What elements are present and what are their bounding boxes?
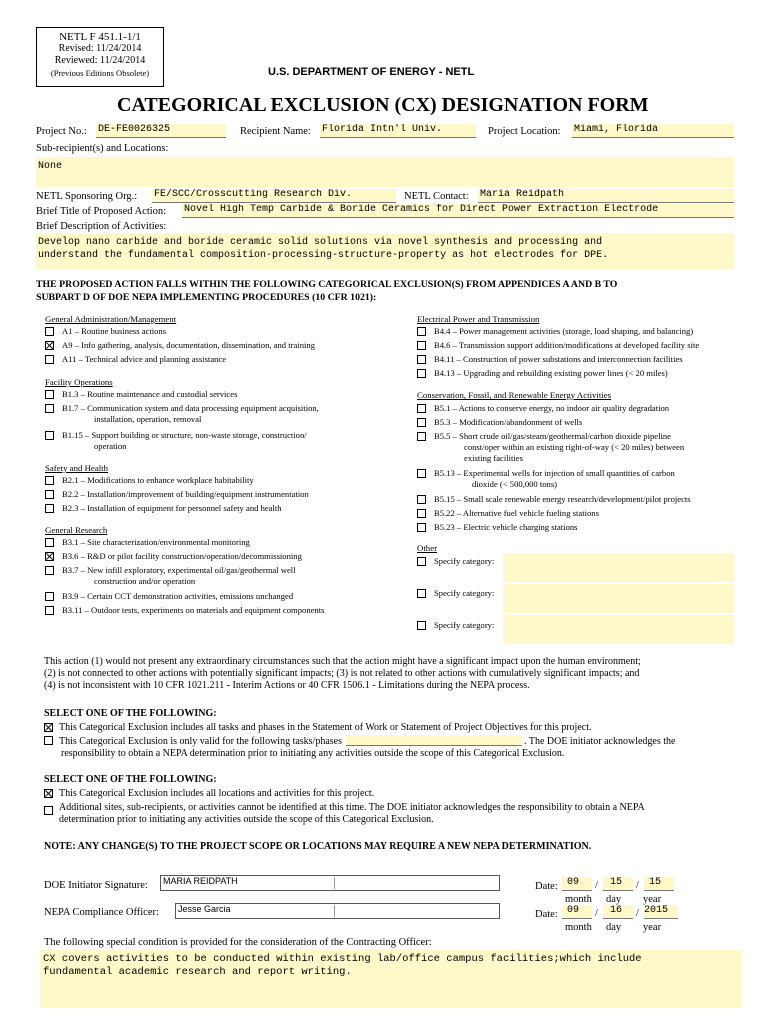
statement-paragraph <box>44 656 744 692</box>
specify-category-field-1[interactable] <box>503 553 734 582</box>
date2-slash-1: / <box>595 908 598 919</box>
specify-category-label-3: Specify category: <box>434 620 495 630</box>
cx-b115-line-1: B1.15 – Support building or structure, non-waste storage, construction/ <box>62 430 307 440</box>
initiator-signature-stamp <box>334 877 494 889</box>
cx-b55-line-3: existing facilities <box>464 453 523 463</box>
special-condition-line-1: CX covers activities to be conducted within existing lab/office campus facilities;which include <box>43 953 642 965</box>
checkbox-b513[interactable] <box>417 469 426 478</box>
cx-b21[interactable] <box>45 475 254 486</box>
date1-month-field[interactable]: 09 <box>562 877 592 891</box>
cx-b51-label: B5.1 – Actions to conserve energy, no indoor air quality degradation <box>434 403 670 413</box>
cx-b413[interactable] <box>417 368 668 379</box>
date1-year-field[interactable]: 15 <box>644 877 674 891</box>
cx-b22-label: B2.2 – Installation/improvement of building/equipment instrumentation <box>62 489 309 499</box>
obsolete-note: (Previous Editions Obsolete) <box>50 68 150 78</box>
section-facility-ops: Facility Operations <box>45 377 113 387</box>
date2-month-field[interactable]: 09 <box>562 905 592 919</box>
reviewed-date: Reviewed: 11/24/2014 <box>54 55 146 66</box>
cx-b515-label: B5.15 – Small scale renewable energy research/development/pilot projects <box>434 494 691 504</box>
location-additional-line-2: determination prior to initiating any activities outside the scope of this Categorical Exclusion. <box>59 814 434 825</box>
checkbox-b413[interactable] <box>417 369 426 378</box>
cx-other-2[interactable] <box>417 588 494 599</box>
checkbox-location-additional[interactable] <box>44 806 53 815</box>
cx-b13-label: B1.3 – Routine maintenance and custodial services <box>62 389 238 399</box>
checkbox-b13[interactable] <box>45 390 54 399</box>
date-label-1: Date: <box>535 881 558 892</box>
brief-title-field[interactable]: Novel High Temp Carbide & Boride Ceramics for Direct Power Extraction Electrode <box>182 204 734 218</box>
contact-label: NETL Contact: <box>404 191 469 202</box>
cx-b55-line-2: const/oper within an existing right-of-way (< 20 miles) between <box>464 442 685 452</box>
cx-b39[interactable] <box>45 591 293 602</box>
activities-field[interactable] <box>36 233 734 269</box>
initiator-signature-label: DOE Initiator Signature: <box>44 880 148 891</box>
scope-option-partial[interactable] <box>44 735 675 748</box>
officer-signature-label: NEPA Compliance Officer: <box>44 907 159 918</box>
proposed-heading-line-1: THE PROPOSED ACTION FALLS WITHIN THE FOLLOWING CATEGORICAL EXCLUSION(S) FROM APPENDICES A AND B TO <box>36 279 618 290</box>
checkbox-b46[interactable] <box>417 341 426 350</box>
specify-category-field-2[interactable] <box>503 584 734 613</box>
scope-option-partial-label <box>59 735 675 748</box>
cx-b13[interactable] <box>45 389 237 400</box>
section-other: Other <box>417 543 438 553</box>
cx-b522[interactable] <box>417 508 599 519</box>
officer-signature: Jesse Garcia <box>178 904 231 914</box>
section-safety-health: Safety and Health <box>45 463 109 473</box>
date2-slash-2: / <box>636 908 639 919</box>
cx-b21-label: B2.1 – Modifications to enhance workplace habitability <box>62 475 254 485</box>
select-heading-1: SELECT ONE OF THE FOLLOWING: <box>44 708 217 719</box>
cx-b23-label: B2.3 – Installation of equipment for personnel safety and health <box>62 503 282 513</box>
checkbox-b22[interactable] <box>45 490 54 499</box>
scope-change-note: NOTE: ANY CHANGE(S) TO THE PROJECT SCOPE OR LOCATIONS MAY REQUIRE A NEW NEPA DETERMINATION. <box>44 841 592 852</box>
cx-a1-label: A1 – Routine business actions <box>62 326 167 336</box>
scope-partial-text-2: . The DOE initiator acknowledges the <box>524 736 676 747</box>
scope-partial-text: This Categorical Exclusion is only valid for the following tasks/phases <box>59 736 343 747</box>
cx-b523[interactable] <box>417 522 578 533</box>
cx-b411-label: B4.11 – Construction of power substations and interconnection facilities <box>434 354 683 364</box>
statement-line-3: (4) is not inconsistent with 10 CFR 1021.211 - Interim Actions or 40 CFR 1506.1 - Limitations during the NEPA process. <box>44 680 530 691</box>
specify-category-label-1: Specify category: <box>434 556 495 566</box>
brief-title-label: Brief Title of Proposed Action: <box>36 206 167 217</box>
scope-option-all[interactable] <box>44 722 592 734</box>
cx-b44-label: B4.4 – Power management activities (storage, load shaping, and balancing) <box>434 326 694 336</box>
project-no-field[interactable]: DE-FE0026325 <box>96 124 226 138</box>
location-field[interactable]: Miami, Florida <box>572 124 734 138</box>
scope-partial-text-3: responsibility to obtain a NEPA determination prior to initiating any activities outside the scope of this Categorical Exclusion. <box>61 748 565 759</box>
recipient-field[interactable]: Florida Intn'l Univ. <box>320 124 476 138</box>
section-conservation: Conservation, Fossil, and Renewable Energy Activities <box>417 390 612 400</box>
checkbox-scope-partial[interactable] <box>44 736 53 745</box>
cx-a9-label: A9 – Info gathering, analysis, documentation, dissemination, and training <box>62 340 315 350</box>
project-no-label: Project No.: <box>36 126 87 137</box>
checkbox-b522[interactable] <box>417 509 426 518</box>
date1-month-caption: month <box>565 894 592 905</box>
section-general-admin: General Administration/Management <box>45 314 177 324</box>
cx-a1[interactable] <box>45 326 166 337</box>
date1-day-caption: day <box>606 894 622 905</box>
form-title: CATEGORICAL EXCLUSION (CX) DESIGNATION FORM <box>117 94 649 116</box>
checkbox-b17[interactable] <box>45 404 54 413</box>
cx-b37-label <box>62 565 296 587</box>
date1-day-field[interactable]: 15 <box>603 877 633 891</box>
cx-b46-label: B4.6 – Transmission support addition/modifications at developed facility site <box>434 340 700 350</box>
cx-b515[interactable] <box>417 494 691 505</box>
cx-b311[interactable] <box>45 605 324 616</box>
special-condition-label: The following special condition is provided for the consideration of the Contracting Officer: <box>44 937 432 948</box>
cx-b46[interactable] <box>417 340 699 351</box>
activities-line-2: understand the fundamental composition-processing-structure-property as hot electrodes for DPE. <box>38 250 609 261</box>
activities-line-1: Develop nano carbide and boride ceramic solid solutions via novel synthesis and processing and <box>38 237 603 248</box>
cx-b51[interactable] <box>417 403 669 414</box>
cx-b513-line-1: B5.13 – Experimental wells for injection of small quantities of carbon <box>434 468 675 478</box>
form-id-box <box>36 27 164 87</box>
checkbox-b31[interactable] <box>45 538 54 547</box>
checkbox-b51[interactable] <box>417 404 426 413</box>
location-option-additional[interactable] <box>44 802 645 826</box>
location-option-all[interactable] <box>44 788 374 800</box>
cx-b36[interactable] <box>45 551 302 562</box>
cx-b37-line-2: construction and/or operation <box>94 576 196 586</box>
cx-b17[interactable] <box>45 403 319 425</box>
cx-b115[interactable] <box>45 430 307 452</box>
subrecipients-field[interactable]: None <box>36 157 734 187</box>
initiator-signature: MARIA REIDPATH <box>163 876 238 886</box>
sponsor-field[interactable]: FE/SCC/Crosscutting Research Div. <box>152 189 396 203</box>
checkbox-b311[interactable] <box>45 606 54 615</box>
cx-b522-label: B5.22 – Alternative fuel vehicle fueling stations <box>434 508 599 518</box>
cx-b31-label: B3.1 – Site characterization/environmental monitoring <box>62 537 250 547</box>
checkbox-b53[interactable] <box>417 418 426 427</box>
section-electrical-power: Electrical Power and Transmission <box>417 314 540 324</box>
activities-label: Brief Description of Activities: <box>36 221 167 232</box>
cx-b37[interactable] <box>45 565 296 587</box>
location-option-all-label: This Categorical Exclusion includes all locations and activities for this project. <box>59 788 375 799</box>
checkbox-b23[interactable] <box>45 504 54 513</box>
checkbox-other-2[interactable] <box>417 589 426 598</box>
cx-b22[interactable] <box>45 489 309 500</box>
cx-b115-label <box>62 430 307 452</box>
cx-a11-label: A11 – Technical advice and planning assistance <box>62 354 227 364</box>
cx-b17-line-1: B1.7 – Communication system and data processing equipment acquisition, <box>62 403 319 413</box>
cx-b411[interactable] <box>417 354 683 365</box>
officer-signature-stamp <box>334 905 494 917</box>
cx-b53[interactable] <box>417 417 582 428</box>
date1-slash-1: / <box>595 880 598 891</box>
revised-date: Revised: 11/24/2014 <box>58 43 142 54</box>
checkbox-b515[interactable] <box>417 495 426 504</box>
specify-category-label-2: Specify category: <box>434 588 495 598</box>
checkbox-b36[interactable] <box>45 552 54 561</box>
statement-line-2: (2) is not connected to other actions with potentially significant impacts; (3) is not related to other actions with cumulatively significant impacts; and <box>44 668 640 679</box>
cx-b523-label: B5.23 – Electric vehicle charging stations <box>434 522 578 532</box>
form-id: NETL F 451.1-1/1 <box>59 31 141 43</box>
date2-year-field[interactable]: 2015 <box>644 905 678 919</box>
cx-other-3[interactable] <box>417 620 494 631</box>
cx-b17-label <box>62 403 319 425</box>
cx-b23[interactable] <box>45 503 282 514</box>
cx-b413-label: B4.13 – Upgrading and rebuilding existing power lines (< 20 miles) <box>434 368 668 378</box>
checkbox-b411[interactable] <box>417 355 426 364</box>
checkbox-b39[interactable] <box>45 592 54 601</box>
section-general-research: General Research <box>45 525 108 535</box>
date1-slash-2: / <box>636 880 639 891</box>
contact-field[interactable]: Maria Reidpath <box>478 189 734 203</box>
cx-b55-label <box>434 431 684 464</box>
subrecipients-label: Sub-recipient(s) and Locations: <box>36 143 169 154</box>
checkbox-scope-all[interactable] <box>44 723 53 732</box>
cx-b44[interactable] <box>417 326 693 337</box>
agency-name: U.S. DEPARTMENT OF ENERGY - NETL <box>268 66 475 78</box>
cx-b17-line-2: installation, operation, removal <box>94 414 202 424</box>
cx-b53-label: B5.3 – Modification/abandonment of wells <box>434 417 583 427</box>
checkbox-other-1[interactable] <box>417 557 426 566</box>
cx-b55-line-1: B5.5 – Short crude oil/gas/steam/geothermal/carbon dioxide pipeline <box>434 431 671 441</box>
cx-b37-line-1: B3.7 – New infill exploratory, experimental oil/gas/geothermal well <box>62 565 296 575</box>
checkbox-b523[interactable] <box>417 523 426 532</box>
specify-category-field-3[interactable] <box>503 615 734 644</box>
cx-b513[interactable] <box>417 468 675 490</box>
cx-a11[interactable] <box>45 354 226 365</box>
proposed-heading <box>36 278 617 304</box>
date2-month-caption: month <box>565 922 592 933</box>
checkbox-other-3[interactable] <box>417 621 426 630</box>
date1-year-caption: year <box>643 894 662 905</box>
cx-b55[interactable] <box>417 431 684 464</box>
checkbox-location-all[interactable] <box>44 789 53 798</box>
checkbox-b44[interactable] <box>417 327 426 336</box>
scope-option-all-label: This Categorical Exclusion includes all tasks and phases in the Statement of Work or Statement of Project Objectives for this project. <box>59 722 592 733</box>
cx-b39-label: B3.9 – Certain CCT demonstration activities, emissions unchanged <box>62 591 294 601</box>
checkbox-a1[interactable] <box>45 327 54 336</box>
special-condition-line-2: fundamental academic research and report writing. <box>43 966 352 978</box>
checkbox-b115[interactable] <box>45 431 54 440</box>
cx-b115-line-2: operation <box>94 441 127 451</box>
location-additional-line-1: Additional sites, sub-recipients, or activities cannot be identified at this time. The DOE initiator acknowledges the responsibility to obtain a NEPA <box>59 802 645 813</box>
select-heading-2: SELECT ONE OF THE FOLLOWING: <box>44 774 217 785</box>
cx-other-1[interactable] <box>417 556 494 567</box>
recipient-label: Recipient Name: <box>240 126 311 137</box>
location-option-additional-label <box>59 802 645 826</box>
cx-b513-label <box>434 468 675 490</box>
cx-b36-label: B3.6 – R&D or pilot facility construction/operation/decommissioning <box>62 551 302 561</box>
cx-b311-label: B3.11 – Outdoor tests, experiments on materials and equipment components <box>62 605 325 615</box>
date-label-2: Date: <box>535 909 558 920</box>
checkbox-b55[interactable] <box>417 432 426 441</box>
date2-day-caption: day <box>606 922 622 933</box>
statement-line-1: This action (1) would not present any extraordinary circumstances such that the action might have a significant impact upon the human environment; <box>44 656 641 667</box>
checkbox-a11[interactable] <box>45 355 54 364</box>
sponsor-label: NETL Sponsoring Org.: <box>36 191 138 202</box>
tasks-phases-field[interactable] <box>346 735 522 746</box>
cx-b31[interactable] <box>45 537 250 548</box>
proposed-heading-line-2: SUBPART D OF DOE NEPA IMPLEMENTING PROCEDURES (10 CFR 1021): <box>36 292 377 303</box>
cx-a9[interactable] <box>45 340 315 351</box>
special-condition-field[interactable] <box>40 950 742 1008</box>
cx-b513-line-2: dioxide (< 500,000 tons) <box>472 479 558 489</box>
date2-day-field[interactable]: 16 <box>603 905 633 919</box>
checkbox-a9[interactable] <box>45 341 54 350</box>
date2-year-caption: year <box>643 922 662 933</box>
location-label: Project Location: <box>488 126 561 137</box>
checkbox-b37[interactable] <box>45 566 54 575</box>
checkbox-b21[interactable] <box>45 476 54 485</box>
